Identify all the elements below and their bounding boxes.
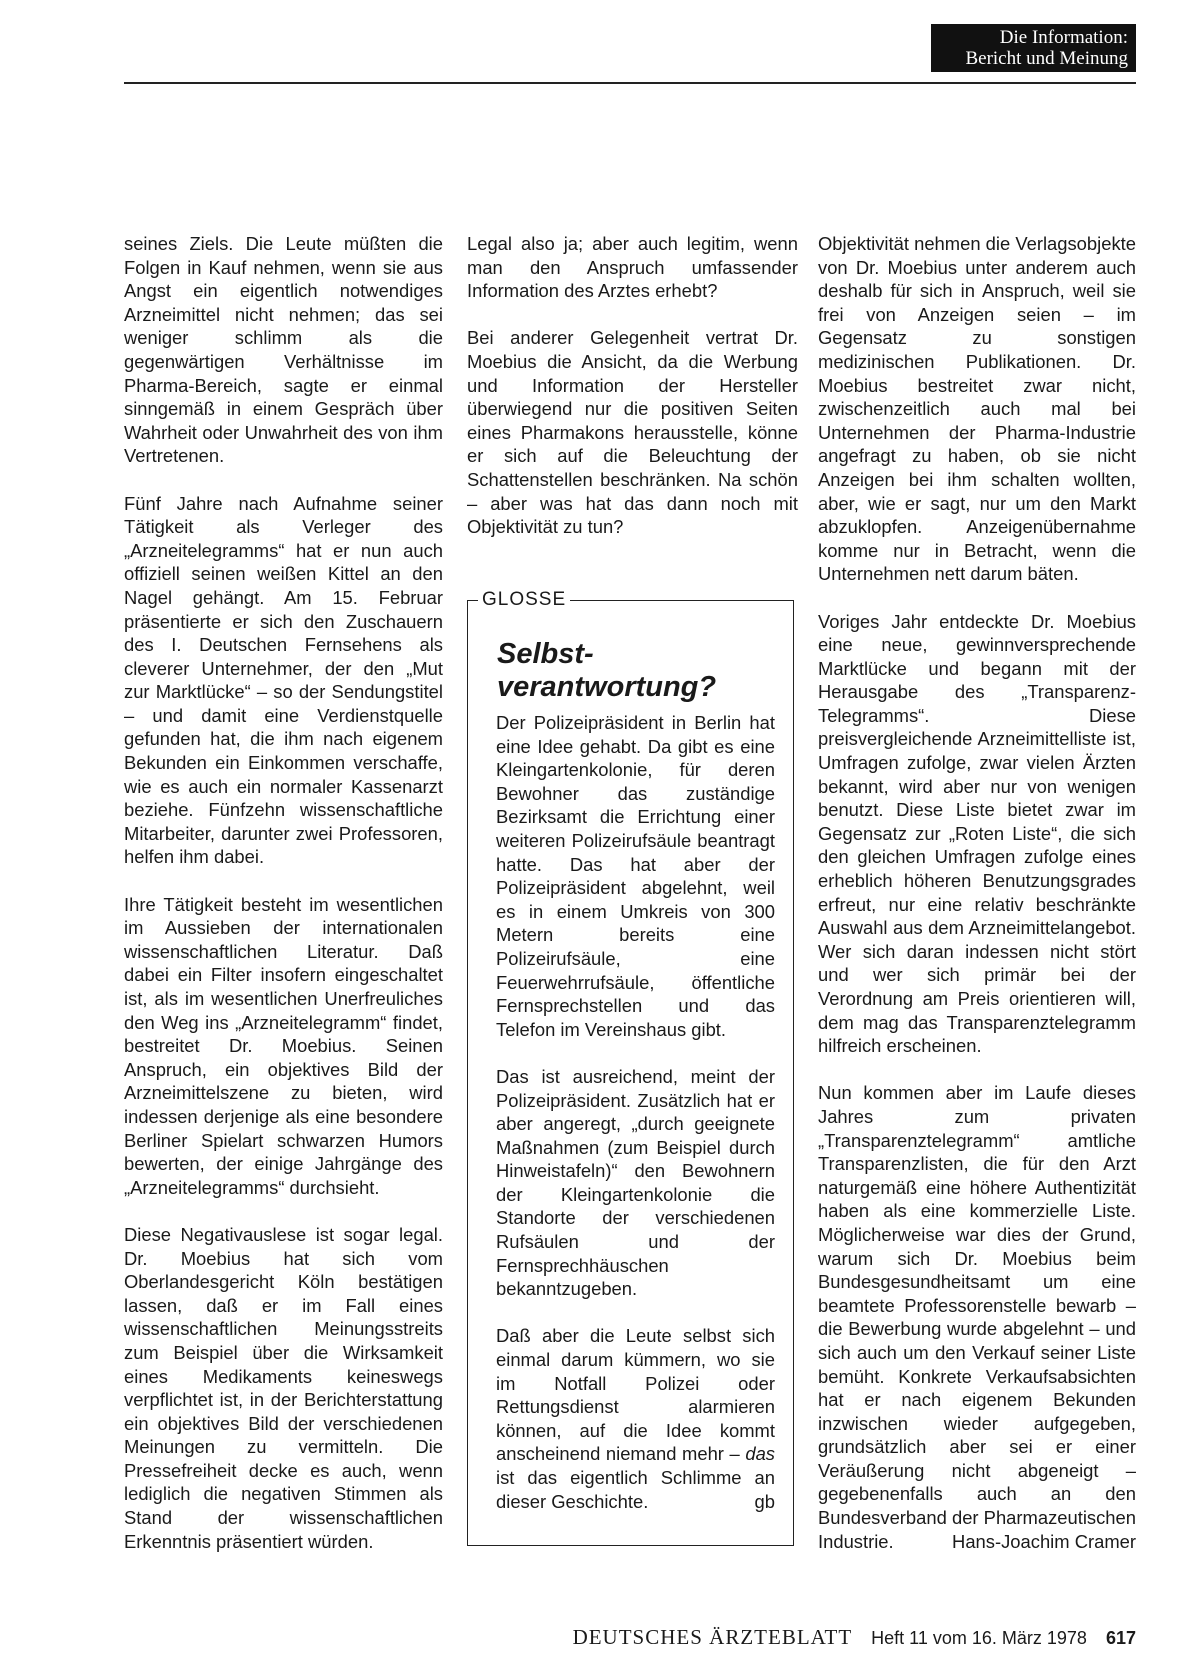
glosse-label: GLOSSE <box>478 589 570 611</box>
glosse-paragraph: Der Polizeipräsident in Berlin hat eine Idee gehabt. Da gibt es eine Kleingartenkolonie, für deren Bewohner das zuständige Bezirksamt die Errichtung einer weiteren Polizeirufsäule beantragt hatte. Das hat aber der Polizeipräsident abgelehnt, weil es in einem Umkreis von 300 Metern bereits eine Polizeirufsäule, eine Feuerwehrrufsäule, öffentliche Fernsprechstellen und das Telefon im Vereinshaus gibt. <box>496 712 775 1040</box>
glosse-text: Daß aber die Leute selbst sich einmal darum kümmern, wo sie im Notfall Polizei oder Rettungsdienst alarmieren können, auf die Idee kommt anscheinend niemand mehr – <box>496 1325 775 1465</box>
issue-info: Heft 11 vom 16. März 1978 <box>871 1628 1087 1648</box>
glosse-title <box>497 638 787 704</box>
paragraph: Fünf Jahre nach Aufnahme seiner Tätigkeit als Verleger des „Arzneitelegramms“ hat er nun auch offiziell seinen weißen Kittel an den Nagel gehängt. Am 15. Februar präsentierte er sich den Zuschauern des I. Deutschen Fernsehens als cleverer Unternehmer, der den „Mut zur Marktlücke“ – so der Sendungstitel – und damit eine Verdienstquelle gefunden hat, die ihm nach eigenem Bekunden ein Einkommen verschaffe, wie es auch ein normaler Kassenarzt beziehe. Fünfzehn wissenschaftliche Mitarbeiter, darunter zwei Professoren, helfen ihm dabei. <box>124 492 443 868</box>
page-footer <box>510 1624 1136 1650</box>
article-column-1 <box>124 232 443 1577</box>
paragraph-last <box>818 1081 1136 1553</box>
paragraph: Bei anderer Gelegenheit vertrat Dr. Moebius die Ansicht, da die Werbung und Information der Hersteller überwiegend nur die positiven Seiten eines Pharmakons herausstelle, könne er sich auf die Beleuchtung der Schattenstellen beschränken. Na schön – aber was hat das dann noch mit Objektivität zu tun? <box>467 327 798 538</box>
paragraph: Diese Negativauslese ist sogar legal. Dr. Moebius hat sich vom Oberlandesgericht Köln bestätigen lassen, daß er im Fall eines wissenschaftlichen Meinungsstreits zum Beispiel über die Wirksamkeit eines Medikaments keineswegs verpflichtet ist, in der Berichterstattung ein objektives Bild der verschiedenen Meinungen zu vermitteln. Die Pressefreiheit decke es auch, wenn lediglich die negativen Stimmen als Stand der wissenschaftlichen Erkenntnis präsentiert würden. <box>124 1223 443 1552</box>
paragraph: Legal also ja; aber auch legitim, wenn man den Anspruch umfassender Information des Arztes erhebt? <box>467 233 798 302</box>
glosse-title-line1: Selbst- <box>497 638 594 670</box>
glosse-emphasis: das <box>745 1443 775 1465</box>
paragraph: seines Ziels. Die Leute müßten die Folgen in Kauf nehmen, wenn sie aus Angst ein eigentlich notwendiges Arzneimittel nicht nehmen; das sei weniger schlimm als die gegenwärtigen Verhältnisse im Pharma-Bereich, sagte er einmal sinngemäß in einem Gespräch über Wahrheit oder Unwahrheit des von ihm Vertretenen. <box>124 233 443 467</box>
paragraph: Voriges Jahr entdeckte Dr. Moebius eine neue, gewinnversprechende Marktlücke und begann mit der Herausgabe des „Transparenz-Telegramms“. Diese preisvergleichende Arzneimittelliste ist, Umfragen zufolge, zwar vielen Ärzten bekannt, wird aber nur von wenigen benutzt. Diese Liste bietet zwar im Gegensatz zur „Roten Liste“, die sich den gleichen Umfragen zufolge eines erheblich höheren Benutzungsgrades erfreut, nur eine relativ beschränkte Auswahl aus dem Arzneimittelangebot. Wer sich daran indessen nicht stört und wer sich primär bei der Verordnung am Preis orientieren will, dem mag das Transparenztelegramm hilfreich erscheinen. <box>818 610 1136 1057</box>
paragraph: Ihre Tätigkeit besteht im wesentlichen im Aussieben der internationalen wissenschaftlichen Literatur. Daß dabei ein Filter insofern eingeschaltet ist, als im wesentlichen Unerfreuliches den Weg ins „Arzneitelegramm“ findet, bestreitet Dr. Moebius. Seinen Anspruch, ein objektives Bild der Arzneimittelszene zu bieten, wird indessen derjenige als eine besondere Berliner Spielart schwarzen Humors bewerten, der einige Jahrgänge des „Arzneitelegramms“ durchsieht. <box>124 893 443 1198</box>
page-number: 617 <box>1105 1628 1136 1648</box>
journal-name: DEUTSCHES ÄRZTEBLATT <box>572 1625 853 1649</box>
paragraph: Objektivität nehmen die Verlagsobjekte von Dr. Moebius unter anderem auch deshalb für sich in Anspruch, weil sie frei von Anzeigen seien – im Gegensatz zu sonstigen medizinischen Publikationen. Dr. Moebius bestreitet zwar nicht, zwischenzeitlich auch mal bei Unternehmen der Pharma-Industrie angefragt zu haben, ob sie nicht Anzeigen bei ihm schalten wollten, aber, wie er sagt, nur um den Markt abzuklopfen. Anzeigenübernahme komme nur in Betracht, wenn die Unternehmen nett darum bäten. <box>818 233 1136 585</box>
author-name: Hans-Joachim Cramer <box>952 1530 1136 1552</box>
article-column-2 <box>467 232 798 562</box>
glosse-title-line2: verantwortung? <box>497 671 717 703</box>
glosse-box <box>467 589 794 1546</box>
section-badge-line2: Bericht und Meinung <box>965 48 1128 69</box>
section-badge <box>931 24 1136 72</box>
glosse-text: ist das eigentlich Schlimme an dieser Geschichte. <box>496 1467 775 1512</box>
article-column-3 <box>818 232 1136 1577</box>
paragraph-text: Nun kommen aber im Laufe dieses Jahres zum privaten „Transparenztelegramm“ amtliche Transparenzlisten, die für den Arzt naturgemäß eine höhere Authentizität haben als eine kommerzielle Liste. Möglicherweise war dies der Grund, warum sich Dr. Moebius beim Bundesgesundheitsamt um eine beamtete Professorenstelle bewarb – die Bewerbung wurde abgelehnt – und sich auch um den Verkauf seiner Liste bemüht. Konkrete Verkaufsabsichten hat er nach eigenem Bekunden inzwischen wieder aufgegeben, grundsätzlich aber sei er einer Veräußerung nicht abgeneigt – gegebenenfalls auch an den Bundesverband der Pharmazeutischen Industrie. <box>818 1082 1136 1552</box>
section-badge-line1: Die Information: <box>999 27 1128 48</box>
glosse-paragraph: Das ist ausreichend, meint der Polizeipräsident. Zusätzlich hat er aber angeregt, „durch geeignete Maßnahmen (zum Beispiel durch Hinweistafeln)“ den Bewohnern der Kleingartenkolonie die Standorte der verschiedenen Rufsäulen und der Fernsprechhäuschen bekanntzugeben. <box>496 1065 775 1300</box>
glosse-signature: gb <box>754 1490 775 1512</box>
glosse-paragraph-last <box>496 1324 775 1513</box>
header-rule <box>124 82 1136 84</box>
glosse-body <box>496 711 775 1537</box>
